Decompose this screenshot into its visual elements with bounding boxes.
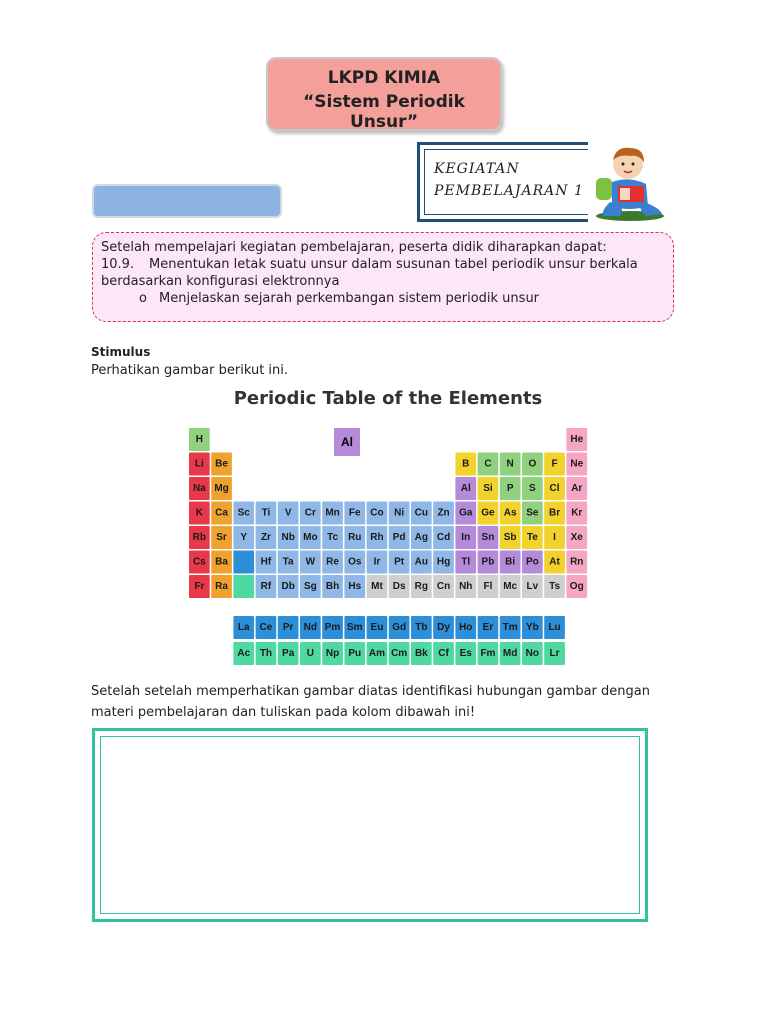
svg-text:Ge: Ge [481, 507, 495, 519]
element-Hf [256, 551, 277, 574]
svg-text:Hs: Hs [348, 581, 362, 592]
element-Cm [389, 642, 410, 665]
element-Am [367, 642, 388, 665]
svg-text:Cf: Cf [438, 648, 449, 659]
element-C [478, 453, 499, 476]
element-Ar [566, 477, 587, 500]
element-Cs [189, 551, 210, 574]
element-Po [522, 551, 543, 574]
title-line1: LKPD KIMIA [327, 68, 441, 88]
svg-text:Am: Am [368, 648, 386, 659]
svg-text:Ts: Ts [549, 581, 561, 592]
element-Re [322, 551, 343, 574]
element-Zn [433, 502, 454, 525]
element-Th [256, 642, 277, 665]
instruction-text: Setelah setelah memperhatikan gambar diatas identifikasi hubungan gambar dengan materi pembelajaran dan tuliskan pada kolom dibawah ini! [91, 684, 650, 720]
element-Lu [544, 616, 565, 639]
element-Ce [256, 616, 277, 639]
element-Sm [344, 616, 365, 639]
kegiatan-line2: PEMBELAJARAN 1 [434, 183, 584, 199]
element-Ge [478, 502, 499, 525]
svg-text:Pd: Pd [392, 532, 406, 543]
title-line2: “Sistem Periodik Unsur” [303, 92, 465, 132]
element-In [455, 526, 476, 549]
answer-box[interactable] [92, 728, 648, 922]
svg-text:Xe: Xe [570, 532, 583, 543]
svg-text:Cr: Cr [304, 507, 316, 519]
svg-text:Ac: Ac [237, 648, 251, 659]
svg-text:Po: Po [525, 556, 539, 568]
svg-text:W: W [305, 556, 316, 568]
svg-text:Al: Al [341, 435, 353, 449]
svg-text:Te: Te [526, 532, 538, 543]
svg-text:Lu: Lu [548, 622, 561, 633]
svg-text:At: At [549, 556, 560, 568]
svg-text:Mn: Mn [325, 507, 340, 519]
svg-text:Sc: Sc [237, 507, 250, 519]
element-Rn [566, 551, 587, 574]
element-Mn [322, 502, 343, 525]
svg-text:Sm: Sm [346, 622, 363, 633]
svg-text:Li: Li [194, 458, 204, 470]
svg-text:Pa: Pa [282, 648, 295, 659]
svg-text:S: S [529, 483, 536, 494]
svg-text:Ti: Ti [261, 507, 271, 519]
svg-text:Au: Au [414, 556, 429, 568]
svg-text:Tc: Tc [327, 532, 339, 543]
element-Au [411, 551, 432, 574]
element-Rf [256, 575, 277, 598]
element-S [522, 477, 543, 500]
svg-text:Th: Th [259, 648, 273, 659]
element-N [500, 453, 521, 476]
element-Lv [522, 575, 543, 598]
svg-text:O: O [528, 458, 537, 470]
svg-text:Br: Br [548, 507, 561, 519]
element-Sb [500, 526, 521, 549]
svg-text:Hf: Hf [260, 556, 272, 568]
element-Gd [389, 616, 410, 639]
title-box [266, 57, 502, 131]
legend-sample-element [334, 428, 360, 456]
element-Sc [233, 502, 254, 525]
svg-text:H: H [195, 434, 203, 445]
element-Kr [566, 502, 587, 525]
element-Mc [500, 575, 521, 598]
svg-text:Yb: Yb [525, 622, 539, 633]
bullet-marker: o [139, 291, 147, 306]
svg-text:Db: Db [281, 581, 295, 592]
element-Er [478, 616, 499, 639]
kd-number: 10.9. [101, 257, 135, 272]
svg-text:Al: Al [460, 483, 471, 494]
element-Tb [411, 616, 432, 639]
element-Pd [389, 526, 410, 549]
svg-text:Rf: Rf [260, 581, 272, 592]
element-Cr [300, 502, 321, 525]
element-Ts [544, 575, 565, 598]
element-Te [522, 526, 543, 549]
svg-text:Rg: Rg [414, 581, 429, 592]
element-Nd [300, 616, 321, 639]
element-Na [189, 477, 210, 500]
svg-text:Er: Er [482, 622, 494, 633]
element-Pu [344, 642, 365, 665]
svg-text:Y: Y [240, 532, 248, 543]
svg-text:Rh: Rh [370, 532, 384, 543]
svg-text:Lr: Lr [549, 648, 560, 659]
element-Cu [411, 502, 432, 525]
element-Fe [344, 502, 365, 525]
svg-text:Se: Se [526, 507, 539, 519]
element-U [300, 642, 321, 665]
element-Db [278, 575, 299, 598]
element-K [189, 502, 210, 525]
svg-text:Ho: Ho [459, 622, 473, 633]
element-Ru [344, 526, 365, 549]
svg-text:Pr: Pr [282, 622, 294, 633]
element-Ga [455, 502, 476, 525]
svg-text:B: B [462, 458, 470, 470]
element-Dy [433, 616, 454, 639]
element-Ne [566, 453, 587, 476]
element-H [189, 428, 210, 451]
element-Nb [278, 526, 299, 549]
element-Ir [367, 551, 388, 574]
svg-text:Ir: Ir [373, 556, 381, 568]
svg-text:Cm: Cm [391, 648, 408, 659]
svg-text:Og: Og [569, 581, 584, 592]
svg-text:Hg: Hg [436, 556, 451, 568]
svg-text:Ga: Ga [459, 507, 473, 519]
svg-text:Pu: Pu [348, 648, 362, 659]
element-Ho [455, 616, 476, 639]
svg-text:Co: Co [370, 507, 384, 519]
element-Ta [278, 551, 299, 574]
svg-text:Pt: Pt [394, 556, 405, 568]
svg-text:Fl: Fl [483, 581, 493, 592]
svg-text:Nd: Nd [303, 622, 318, 633]
svg-text:C: C [484, 458, 492, 470]
actinide-placeholder [233, 575, 254, 598]
element-Es [455, 642, 476, 665]
element-Yb [522, 616, 543, 639]
svg-text:Ne: Ne [570, 458, 584, 470]
svg-text:P: P [506, 483, 514, 494]
svg-text:Es: Es [459, 648, 472, 659]
element-Lr [544, 642, 565, 665]
kd-text: Menentukan letak suatu unsur dalam susunan tabel periodik unsur berkala [149, 257, 638, 272]
svg-text:Tb: Tb [415, 622, 428, 633]
svg-text:Na: Na [192, 483, 206, 494]
svg-text:Ra: Ra [215, 581, 228, 592]
element-V [278, 502, 299, 525]
svg-text:Be: Be [215, 458, 228, 470]
element-Pr [278, 616, 299, 639]
periodic-table-image [186, 388, 590, 672]
svg-text:No: No [525, 648, 540, 659]
element-Os [344, 551, 365, 574]
element-Hs [344, 575, 365, 598]
element-Cf [433, 642, 454, 665]
element-Be [211, 453, 232, 476]
svg-text:K: K [195, 507, 203, 519]
element-He [566, 428, 587, 451]
element-Mo [300, 526, 321, 549]
element-W [300, 551, 321, 574]
svg-text:I: I [553, 532, 556, 543]
element-F [544, 453, 565, 476]
svg-text:Fr: Fr [194, 581, 205, 592]
svg-text:Ta: Ta [282, 556, 294, 568]
svg-text:Sb: Sb [503, 532, 517, 543]
svg-text:Cn: Cn [436, 581, 451, 592]
element-Pa [278, 642, 299, 665]
svg-text:Cu: Cu [414, 507, 429, 519]
element-Bh [322, 575, 343, 598]
svg-text:Bk: Bk [414, 648, 428, 659]
svg-text:Pb: Pb [481, 556, 495, 568]
svg-text:F: F [551, 458, 558, 470]
svg-text:La: La [237, 622, 250, 633]
element-Ni [389, 502, 410, 525]
svg-text:Ca: Ca [215, 507, 228, 519]
element-Co [367, 502, 388, 525]
svg-text:N: N [506, 458, 514, 470]
element-Ac [233, 642, 254, 665]
svg-text:Ds: Ds [392, 581, 406, 592]
svg-text:Dy: Dy [437, 622, 450, 633]
element-Mt [367, 575, 388, 598]
svg-text:Mg: Mg [214, 483, 229, 494]
kegiatan-line1: KEGIATAN [434, 161, 520, 177]
svg-text:Gd: Gd [392, 622, 407, 633]
svg-text:Ce: Ce [259, 622, 273, 633]
element-La [233, 616, 254, 639]
element-Fm [478, 642, 499, 665]
svg-text:Sn: Sn [481, 532, 495, 543]
element-Pt [389, 551, 410, 574]
element-Fr [189, 575, 210, 598]
svg-text:Re: Re [326, 556, 339, 568]
element-No [522, 642, 543, 665]
svg-text:Cl: Cl [549, 483, 560, 494]
element-O [522, 453, 543, 476]
svg-text:In: In [461, 532, 471, 543]
svg-text:V: V [284, 507, 292, 519]
blue-label-bar [92, 184, 282, 218]
svg-text:Rn: Rn [570, 556, 584, 568]
element-Cl [544, 477, 565, 500]
element-Og [566, 575, 587, 598]
element-Li [189, 453, 210, 476]
svg-text:Mo: Mo [303, 532, 318, 543]
svg-text:Zr: Zr [260, 532, 271, 543]
svg-text:Pm: Pm [324, 622, 341, 633]
svg-text:Rb: Rb [192, 532, 207, 543]
element-Cd [433, 526, 454, 549]
element-Tl [455, 551, 476, 574]
svg-text:Mc: Mc [503, 581, 518, 592]
element-Rb [189, 526, 210, 549]
element-Np [322, 642, 343, 665]
element-Bi [500, 551, 521, 574]
svg-text:U: U [306, 648, 314, 659]
element-Sn [478, 526, 499, 549]
svg-text:Si: Si [483, 483, 493, 494]
element-Ca [211, 502, 232, 525]
kd-text-continued: berdasarkan konfigurasi elektronnya [101, 274, 340, 289]
svg-text:Sg: Sg [303, 581, 317, 592]
element-Br [544, 502, 565, 525]
element-Rh [367, 526, 388, 549]
svg-text:Md: Md [502, 648, 518, 659]
element-Rg [411, 575, 432, 598]
periodic-table-title: Periodic Table of the Elements [233, 388, 543, 409]
svg-text:As: As [503, 507, 517, 519]
learning-objectives-box [92, 232, 674, 322]
element-As [500, 502, 521, 525]
element-Zr [256, 526, 277, 549]
svg-text:He: He [570, 434, 584, 445]
svg-text:Nh: Nh [459, 581, 473, 592]
element-Fl [478, 575, 499, 598]
element-Al [455, 477, 476, 500]
svg-text:Zn: Zn [437, 507, 450, 519]
stimulus-text: Perhatikan gambar berikut ini. [91, 363, 289, 378]
element-Tm [500, 616, 521, 639]
svg-text:Ru: Ru [348, 532, 362, 543]
svg-text:Bh: Bh [325, 581, 340, 592]
element-Ra [211, 575, 232, 598]
element-Nh [455, 575, 476, 598]
element-Md [500, 642, 521, 665]
svg-text:Ag: Ag [414, 532, 429, 543]
element-P [500, 477, 521, 500]
element-Ds [389, 575, 410, 598]
element-Sr [211, 526, 232, 549]
element-B [455, 453, 476, 476]
element-I [544, 526, 565, 549]
element-Ag [411, 526, 432, 549]
svg-text:Fm: Fm [480, 648, 496, 659]
svg-text:Lv: Lv [526, 581, 539, 592]
svg-text:Cs: Cs [192, 556, 206, 568]
kegiatan-box [417, 142, 588, 222]
objectives-intro: Setelah mempelajari kegiatan pembelajaran, peserta didik diharapkan dapat: [101, 240, 607, 255]
svg-text:Fe: Fe [348, 507, 361, 519]
svg-text:Ni: Ni [394, 507, 405, 519]
svg-text:Os: Os [348, 556, 362, 568]
lanthanide-placeholder [233, 551, 254, 574]
element-Pm [322, 616, 343, 639]
svg-text:Tm: Tm [502, 622, 518, 633]
element-Eu [367, 616, 388, 639]
element-Y [233, 526, 254, 549]
svg-text:Cd: Cd [436, 532, 451, 543]
svg-text:Eu: Eu [370, 622, 384, 633]
element-Mg [211, 477, 232, 500]
svg-text:Tl: Tl [461, 556, 471, 568]
svg-text:Ar: Ar [571, 483, 583, 494]
svg-text:Ba: Ba [215, 556, 228, 568]
element-Ba [211, 551, 232, 574]
svg-text:Mt: Mt [371, 581, 383, 592]
svg-text:Nb: Nb [281, 532, 295, 543]
element-Xe [566, 526, 587, 549]
svg-text:Sr: Sr [216, 532, 227, 543]
element-Pb [478, 551, 499, 574]
svg-text:Bi: Bi [505, 556, 516, 568]
svg-text:Np: Np [325, 648, 340, 659]
element-Bk [411, 642, 432, 665]
bullet-text: Menjelaskan sejarah perkembangan sistem periodik unsur [159, 291, 540, 306]
element-Ti [256, 502, 277, 525]
element-Cn [433, 575, 454, 598]
element-Si [478, 477, 499, 500]
reading-kid-illustration [590, 142, 668, 222]
element-Tc [322, 526, 343, 549]
element-Se [522, 502, 543, 525]
element-At [544, 551, 565, 574]
element-Sg [300, 575, 321, 598]
stimulus-heading: Stimulus [91, 345, 151, 359]
svg-text:Kr: Kr [571, 507, 583, 519]
element-Hg [433, 551, 454, 574]
periodic-table-grid [186, 388, 590, 672]
